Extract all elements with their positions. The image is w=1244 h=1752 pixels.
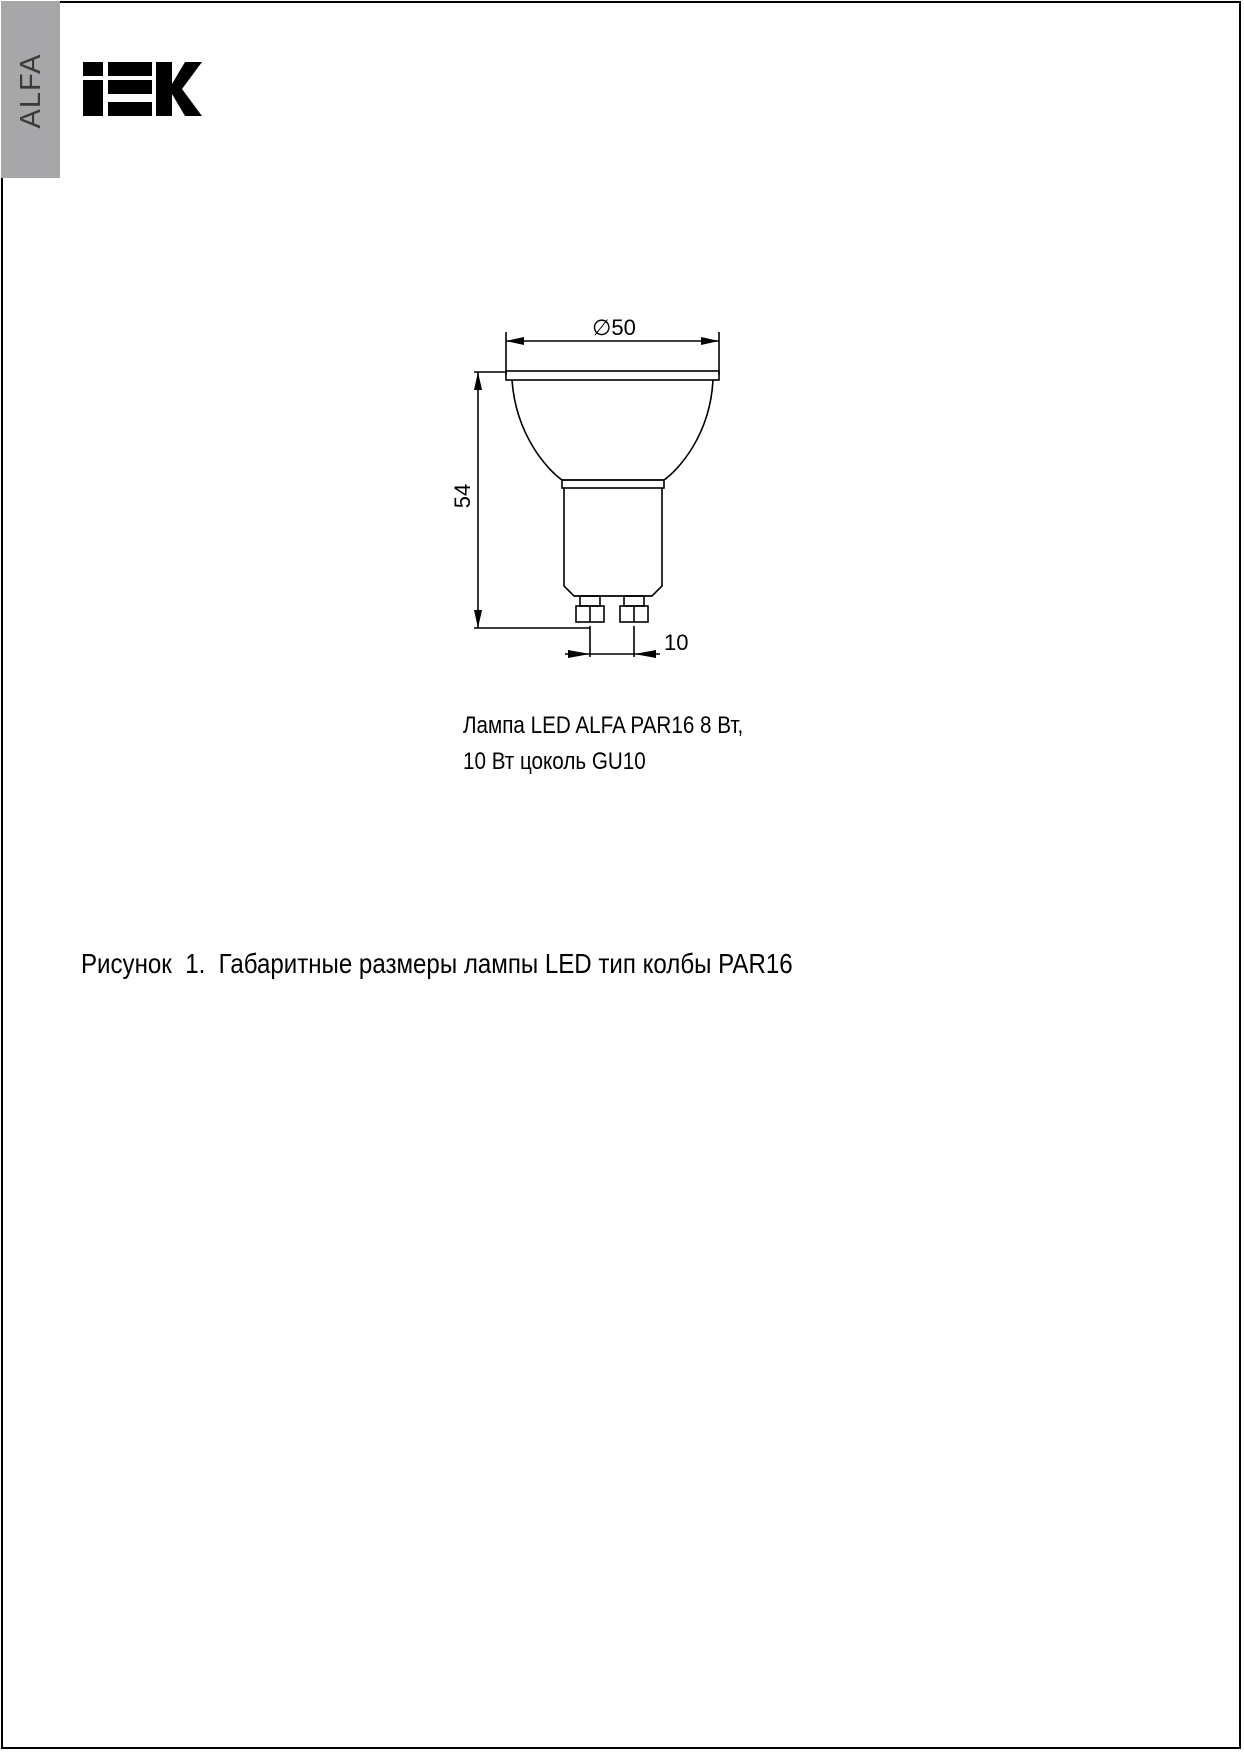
pin-spacing-label: 10 (664, 630, 689, 655)
page-frame (1, 1, 1241, 1749)
arrowhead (506, 337, 524, 345)
caption-line-1: Лампа LED ALFA PAR16 8 Вт, (463, 712, 744, 739)
arrowhead (568, 650, 590, 658)
pin-left-stem (580, 596, 600, 606)
diameter-label: ∅50 (592, 315, 636, 340)
arrowhead (474, 610, 482, 628)
lamp-neck (562, 480, 664, 488)
height-label: 54 (450, 483, 475, 509)
lamp-dimension-drawing (440, 300, 760, 670)
lamp-front-rim (506, 371, 719, 380)
arrowhead (701, 337, 719, 345)
figure-title: Рисунок 1. Габаритные размеры лампы LED тип колбы PAR16 (81, 948, 793, 979)
arrowhead (474, 372, 482, 390)
lamp-caption (463, 708, 743, 780)
lamp-reflector (512, 380, 713, 480)
series-tab (1, 1, 60, 178)
brand-logo (82, 62, 202, 116)
series-tab-label: ALFA (15, 53, 47, 129)
caption-line-2: 10 Вт цоколь GU10 (463, 748, 646, 775)
pin-right-stem (624, 596, 644, 606)
lamp-base (564, 488, 662, 596)
arrowhead (634, 650, 656, 658)
